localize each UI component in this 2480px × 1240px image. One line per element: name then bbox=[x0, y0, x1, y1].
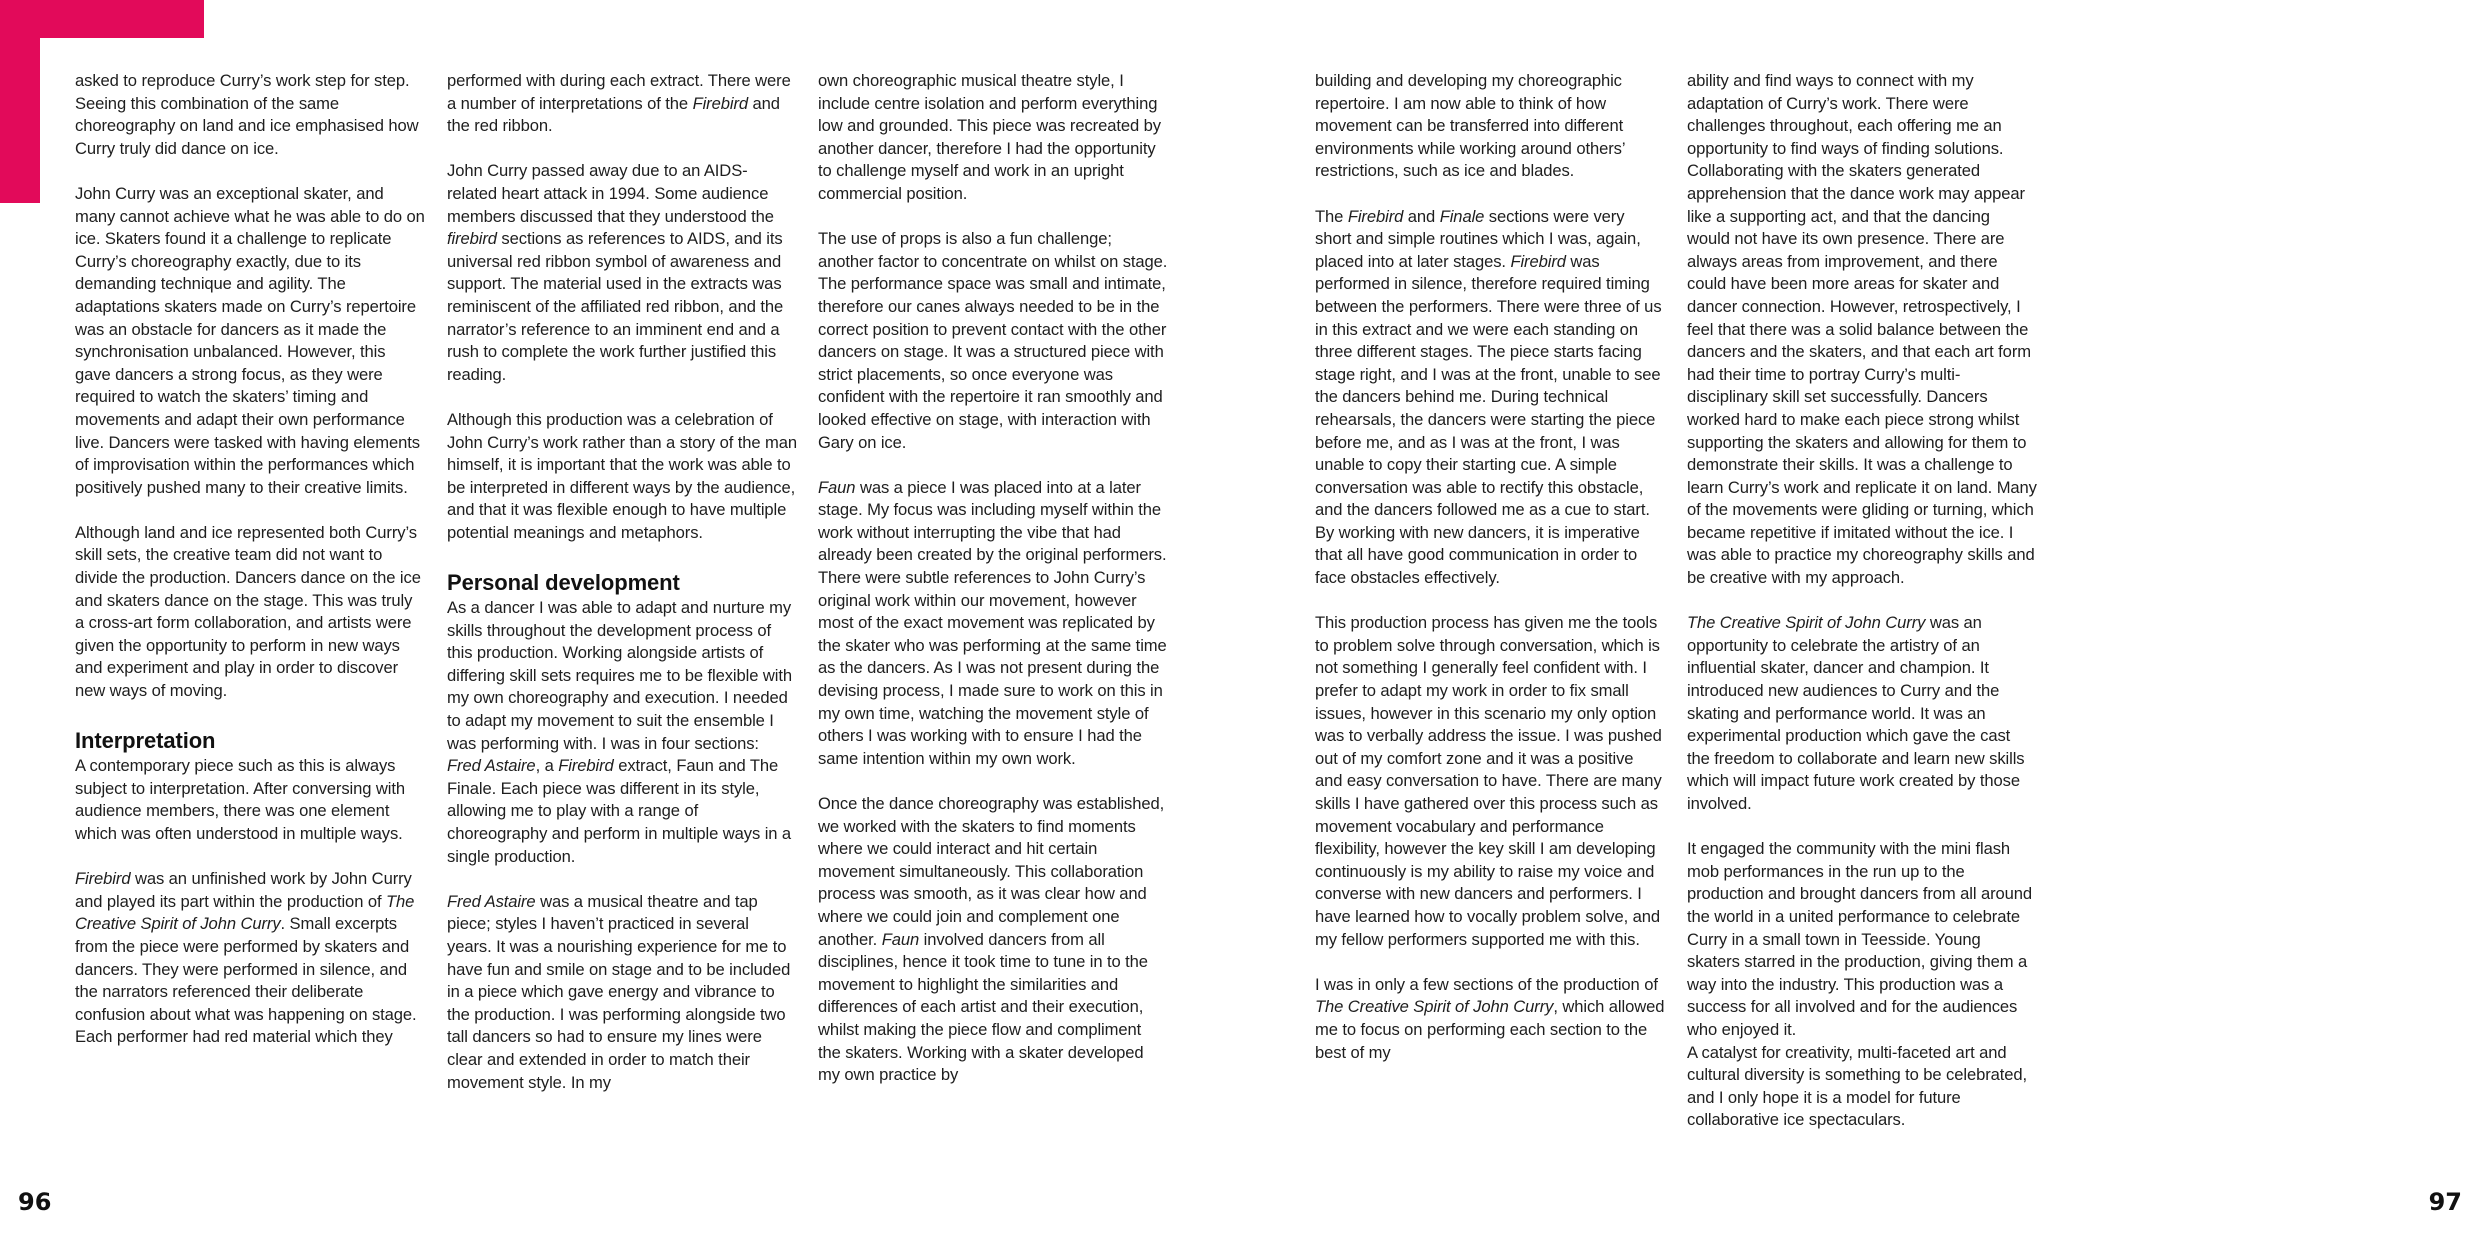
text-span: I was in only a few sections of the production of bbox=[1315, 974, 1658, 994]
paragraph: own choreographic musical theatre style, I include centre isolation and perform everything low and grounded. This piece was recreated by another dancer, therefore I had the opportunity to challenge myself and work in an upright commercial position. bbox=[818, 71, 1161, 203]
paragraph: John Curry was an exceptional skater, and many cannot achieve what he was able to do on ice. Skaters found it a challenge to replicate Curry’s choreography exactly, due to its demanding technique and agility. The adaptations skaters made on Curry’s repertoire was an obstacle for dancers as it made the synchronisation unbalanced. However, this gave dancers a strong focus, as they were required to watch the skaters’ timing and movements and adapt their own performance live. Dancers were tasked with having elements of improvisation within the performances which positively pushed many to their creative limits. bbox=[75, 183, 425, 497]
text-span: , a bbox=[535, 756, 559, 776]
text-span: The bbox=[1315, 206, 1348, 226]
paragraph bbox=[75, 868, 425, 1049]
paragraph bbox=[818, 477, 1168, 771]
italic-title: Firebird bbox=[692, 93, 749, 113]
text-span: was performed in silence, therefore required timing between the performers. There were three of us in this extract and we were each standing on three different stages. The piece starts facing stage right, and I was at the front, unable to see the dancers behind me. During technical rehearsals, the dancers were starting the piece before me, and as I was at the front, I was unable to copy their starting cue. A simple conversation was able to rectify this obstacle, and the dancers followed me as a cue to start. By working with new dancers, it is imperative that all have good communication in order to face obstacles effectively. bbox=[1315, 251, 1662, 588]
text-span: was a musical theatre and tap piece; styles I haven’t practiced in several years. It was a nourishing experience for me to have fun and smile on stage and to be included in a piece which gave energy and vibrance to the production. I was performing alongside two tall dancers so had to ensure my lines were clear and extended in order to match their movement style. In my bbox=[447, 891, 791, 1092]
paragraph: Although this production was a celebration of John Curry’s work rather than a story of the man himself, it is important that the work was able to be interpreted in different ways by the audience, and that it was flexible enough to have multiple potential meanings and metaphors. bbox=[447, 409, 797, 542]
italic-title: The Creative Spirit of John Curry bbox=[1687, 613, 1926, 633]
text-span: was a piece I was placed into at a later stage. My focus was including myself within the work without interrupting the vibe that had already been created by the original performers. There were subtle references to John Curry’s original work within our movement, however most of the exact movement was replicated by the skater who was performing at the same time as the dancers. As I was not present during the devising process, I made sure to work on this in my own time, watching the movement style of others I was working with to ensure I had the same intention within my own work. bbox=[818, 477, 1167, 768]
text-span: involved dancers from all disciplines, hence it took time to tune in to the movement to highlight the similarities and differences of each artist and their execution, whilst making the piece flow and compliment the skaters. Working with a skater developed my own practice by bbox=[818, 929, 1148, 1085]
text-span: John Curry passed away due to an AIDS-related heart attack in 1994. Some audience members discussed that they understood the bbox=[447, 161, 774, 226]
paragraph bbox=[447, 160, 797, 386]
paragraph: The use of props is also a fun challenge; another factor to concentrate on whilst on stage. The performance space was small and intimate, therefore our canes always needed to be in the correct position to prevent contact with the other dancers on stage. It was a structured piece with strict placements, so once everyone was confident with the repertoire it ran smoothly and looked effective on stage, with interaction with Gary on ice. bbox=[818, 229, 1168, 452]
text-column-4 bbox=[1315, 70, 1665, 1087]
italic-title: Firebird bbox=[75, 869, 131, 889]
paragraph bbox=[1687, 612, 2037, 815]
text-span: , which allowed me to focus on performing each section to the best of my bbox=[1315, 997, 1665, 1062]
paragraph bbox=[1315, 974, 1665, 1064]
text-span: was an unfinished work by John Curry and played its part within the production of bbox=[75, 869, 412, 911]
paragraph: A contemporary piece such as this is always subject to interpretation. After conversing with audience members, there was one element which was often understood in multiple ways. bbox=[75, 756, 406, 843]
accent-bar-horizontal bbox=[0, 0, 204, 38]
italic-title: Fred Astaire bbox=[447, 756, 536, 776]
paragraph: ability and find ways to connect with my adaptation of Curry’s work. There were challenges throughout, each offering me an opportunity to find ways of finding solutions. Collaborating with the skaters generated apprehension that the dance work may appear like a supporting act, and that the dancing would not have its own presence. There are always areas from improvement, and there could have been more areas for skater and dancer connection. However, retrospectively, I feel that there was a solid balance between the dancers and the skaters, and that each art form had their time to portray Curry’s multi-disciplinary skill set successfully. Dancers worked hard to make each piece strong whilst supporting the skaters and allowing for them to demonstrate their skills. It was a challenge to learn Curry’s work and replicate it on land. Many of the movements were gliding or turning, which became repetitive if imitated without the ice. I was able to practice my choreography skills and be creative with my approach. bbox=[1687, 71, 2037, 588]
paragraph: This production process has given me the tools to problem solve through conversation, which is not something I generally feel confident with. I prefer to adapt my work in order to fix small issues, however in this scenario my only option was to verbally address the issue. I was pushed out of my comfort zone and it was a positive and easy conversation to have. There are many skills I have gathered over this process such as movement vocabulary and performance flexibility, however the key skill I am developing continuously is my ability to raise my voice and converse with new dancers and performers. I have learned how to vocally problem solve, and my fellow performers supported me with this. bbox=[1315, 613, 1662, 949]
text-span: As a dancer I was able to adapt and nurture my skills throughout the development process of this production. Working alongside artists of differing skill sets requires me to be flexible with my own choreography and execution. I needed to adapt my movement to suit the ensemble I was performing with. I was in four sections: bbox=[447, 598, 792, 753]
heading-personal-development: Personal development bbox=[447, 570, 680, 596]
italic-title: Firebird bbox=[1510, 251, 1566, 271]
text-span: Once the dance choreography was established, we worked with the skaters to find moments where we could interact and hit certain movement simultaneously. This collaboration process was smooth, as it was clear how and where we could join and complement one another. bbox=[818, 794, 1165, 949]
paragraph bbox=[447, 891, 797, 1094]
italic-title: Faun bbox=[818, 477, 856, 497]
text-span: was an opportunity to celebrate the artistry of an influential skater, dancer and champion. It introduced new audiences to Curry and the skating and performance world. It was an experimental production which gave the cast the freedom to collaborate and learn new skills which will impact future work created by those involved. bbox=[1687, 613, 2025, 813]
text-span: sections as references to AIDS, and its universal red ribbon symbol of awareness and support. The material used in the extracts was reminiscent of the affiliated red ribbon, and the narrator’s reference to an imminent end and a rush to complete the work further justified this reading. bbox=[447, 229, 784, 384]
text-column-3 bbox=[818, 70, 1168, 1109]
paragraph: It engaged the community with the mini flash mob performances in the run up to the production and brought dancers from all around the world in a united performance to celebrate Curry in a small town in Teesside. Young skaters starred in the production, giving them a way into the industry. This production was a success for all involved and for the audiences who enjoyed it. bbox=[1687, 839, 2033, 1039]
text-column-1 bbox=[75, 70, 425, 1072]
paragraph: Although land and ice represented both Curry’s skill sets, the creative team did not want to divide the production. Dancers dance on the ice and skaters dance on the stage. This was truly a cross-art form collaboration, and artists were given the opportunity to perform in new ways and experiment and play in order to discover new ways of moving. bbox=[75, 522, 421, 701]
italic-title: Finale bbox=[1439, 206, 1485, 226]
text-span: . Small excerpts from the piece were performed by skaters and dancers. They were performed in silence, and the narrators referenced their deliberate confusion about what was happening on stage. Each performer had red material which they bbox=[75, 914, 417, 1047]
text-span: and bbox=[1403, 206, 1440, 226]
paragraph bbox=[447, 597, 797, 868]
italic-title: Firebird bbox=[558, 756, 614, 776]
text-column-5 bbox=[1687, 70, 2037, 1155]
italic-title: Fred Astaire bbox=[447, 891, 536, 911]
text-span: extract, Faun and The Finale. Each piece was different in its style, allowing me to play with a range of choreography and perform in multiple ways in a single production. bbox=[447, 756, 792, 866]
italic-title: firebird bbox=[447, 229, 497, 249]
paragraph: building and developing my choreographic repertoire. I am now able to think of how movement can be transferred into different environments while working around others’ restrictions, such as ice and blades. bbox=[1315, 71, 1625, 181]
italic-title: Faun bbox=[881, 929, 920, 949]
text-span: and the red ribbon. bbox=[447, 93, 780, 136]
page-number-right: 97 bbox=[2428, 1188, 2462, 1216]
paragraph bbox=[447, 70, 797, 138]
paragraph bbox=[818, 793, 1168, 1087]
paragraph: A catalyst for creativity, multi-faceted art and cultural diversity is something to be celebrated, and I only hope it is a model for future collaborative ice spectaculars. bbox=[1687, 1042, 2028, 1130]
italic-title: Firebird bbox=[1347, 206, 1404, 226]
paragraph bbox=[1315, 206, 1665, 590]
paragraph: asked to reproduce Curry’s work step for step. Seeing this combination of the same choreography on land and ice emphasised how Curry truly did dance on ice. bbox=[75, 71, 419, 158]
text-span: performed with during each extract. There were a number of interpretations of the bbox=[447, 71, 791, 113]
text-column-2 bbox=[447, 70, 797, 1117]
heading-interpretation: Interpretation bbox=[75, 728, 216, 754]
page-number-left: 96 bbox=[18, 1188, 52, 1216]
text-span: sections were very short and simple routines which I was, again, placed into at later stages. bbox=[1315, 206, 1641, 271]
italic-title: The Creative Spirit of John Curry bbox=[1315, 997, 1554, 1017]
italic-title: The Creative Spirit of John Curry bbox=[75, 891, 415, 934]
